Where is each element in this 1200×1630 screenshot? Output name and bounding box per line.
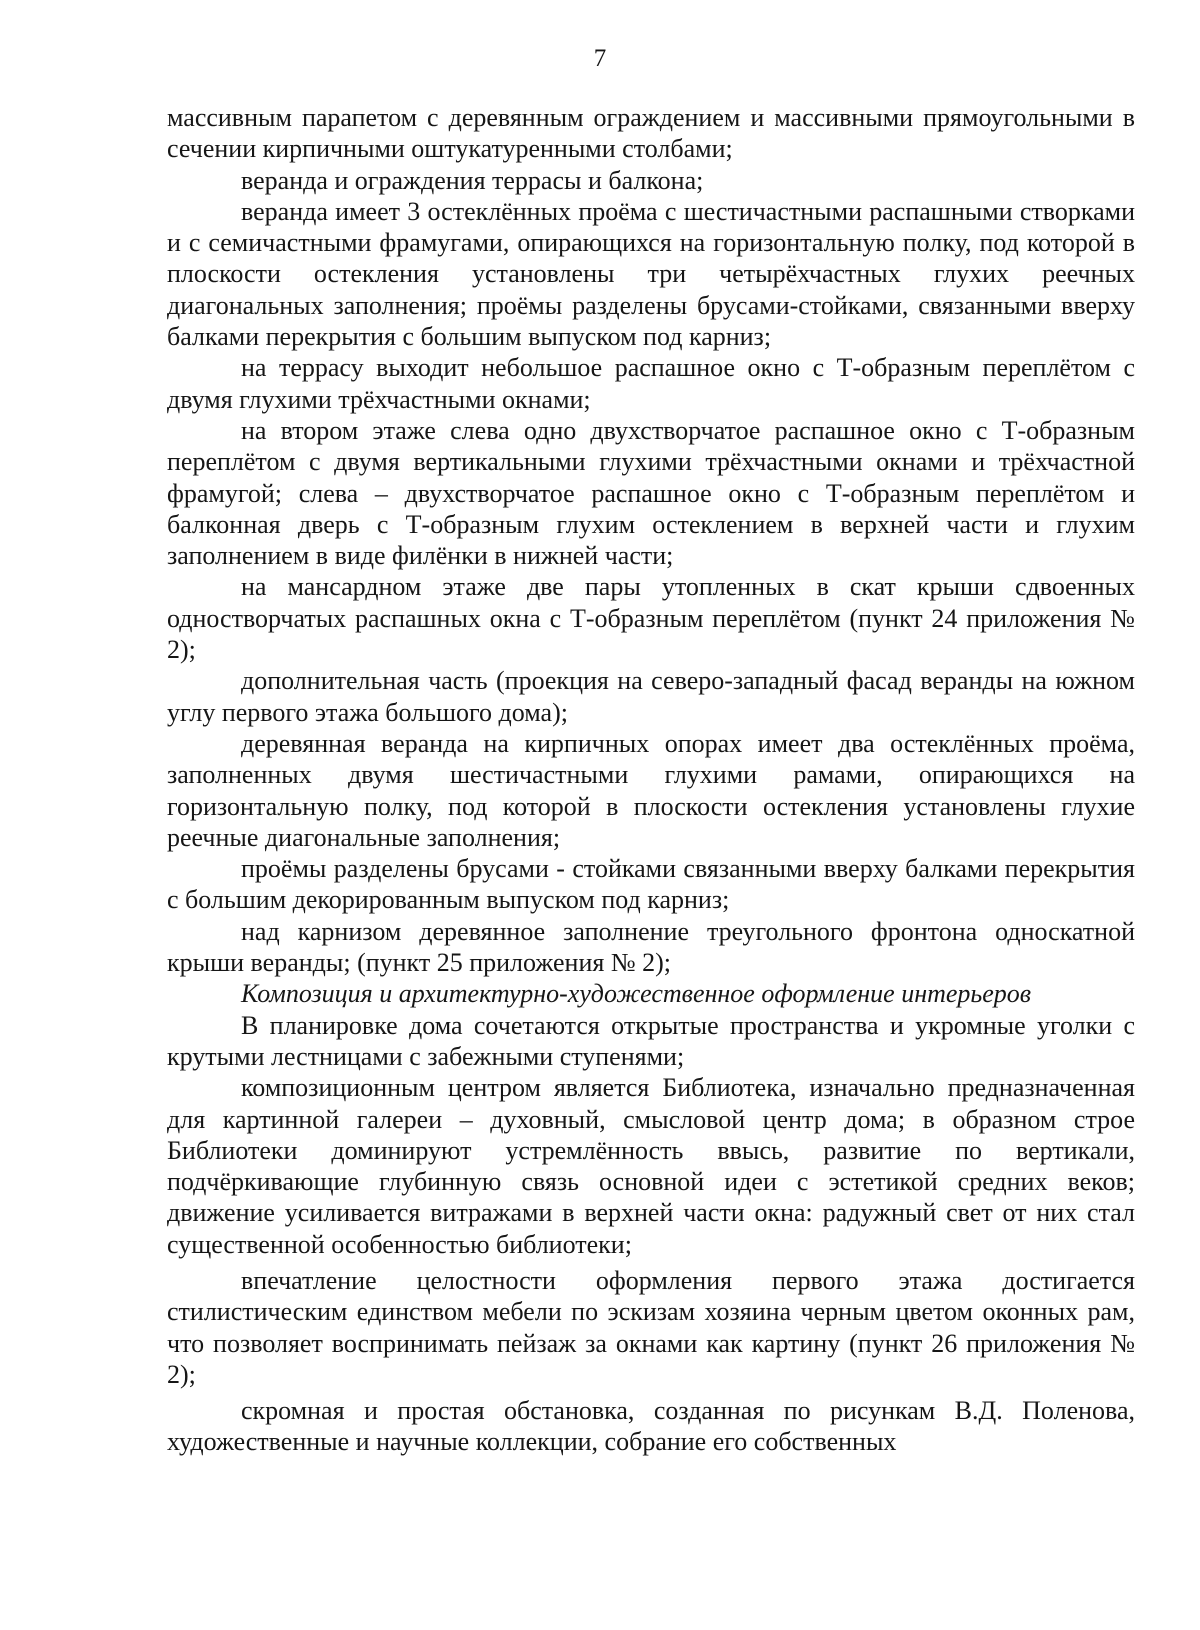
paragraph: В планировке дома сочетаются открытые пространства и укромные уголки с крутыми лестницами с забежными ступенями; (167, 1010, 1135, 1071)
paragraph: веранда имеет 3 остеклённых проёма с шестичастными распашными створками и с семичастными фрамугами, опирающихся на горизонтальную полку, под которой в плоскости остекления установлены три четырёхчастных глухих реечных диагональных заполнения; проёмы разделены брусами-стойками, связанными вверху балками перекрытия с большим выпуском под карниз; (167, 196, 1135, 352)
paragraph: на втором этаже слева одно двухстворчатое распашное окно с Т-образным переплётом с двумя вертикальными глухими трёхчастными окнами и трёхчастной фрамугой; слева – двухстворчатое распашное окно с Т-образным переплётом и балконная дверь с Т-образным глухим остеклением в верхней части и глухим заполнением в виде филёнки в нижней части; (167, 415, 1135, 571)
section-heading: Композиция и архитектурно-художественное оформление интерьеров (241, 979, 1032, 1009)
paragraph: композиционным центром является Библиотека, изначально предназначенная для картинной галереи – духовный, смысловой центр дома; в образном строе Библиотеки доминируют устремлённость ввысь, развитие по вертикали, подчёркивающие глубинную связь основной идеи с эстетикой средних веков; движение усиливается витражами в верхней части окна: радужный свет от них стал существенной особенностью библиотеки; (167, 1073, 1135, 1259)
paragraph: на мансардном этаже две пары утопленных в скат крыши сдвоенных одностворчатых распашных окна с Т-образным переплётом (пункт 24 приложения № 2); (167, 572, 1135, 665)
paragraph: впечатление целостности оформления первого этажа достигается стилистическим единством мебели по эскизам хозяина черным цветом оконных рам, что позволяет воспринимать пейзаж за окнами как картину (пункт 26 приложения № 2); (167, 1265, 1135, 1389)
paragraph: дополнительная часть (проекция на северо-западный фасад веранды на южном углу первого этажа большого дома); (167, 666, 1135, 727)
paragraph: скромная и простая обстановка, созданная по рисункам В.Д. Поленова, художественные и научные коллекции, собрание его собственных (167, 1396, 1135, 1457)
paragraph: на террасу выходит небольшое распашное окно с Т-образным переплётом с двумя глухими трёхчастными окнами; (167, 353, 1135, 414)
paragraph: проёмы разделены брусами - стойками связанными вверху балками перекрытия с большим декорированным выпуском под карниз; (167, 854, 1135, 915)
page-number: 7 (593, 45, 607, 72)
paragraph: над карнизом деревянное заполнение треугольного фронтона односкатной крыши веранды; (пункт 25 приложения № 2); (167, 916, 1135, 978)
document-body (167, 102, 1135, 1458)
paragraph: веранда и ограждения террасы и балкона; (241, 165, 704, 195)
paragraph: массивным парапетом с деревянным ограждением и массивными прямоугольными в сечении кирпичными оштукатуренными столбами; (167, 103, 1135, 164)
paragraph: деревянная веранда на кирпичных опорах имеет два остеклённых проёма, заполненных двумя шестичастными глухими рамами, опирающихся на горизонтальную полку, под которой в плоскости остекления установлены глухие реечные диагональные заполнения; (167, 728, 1135, 852)
